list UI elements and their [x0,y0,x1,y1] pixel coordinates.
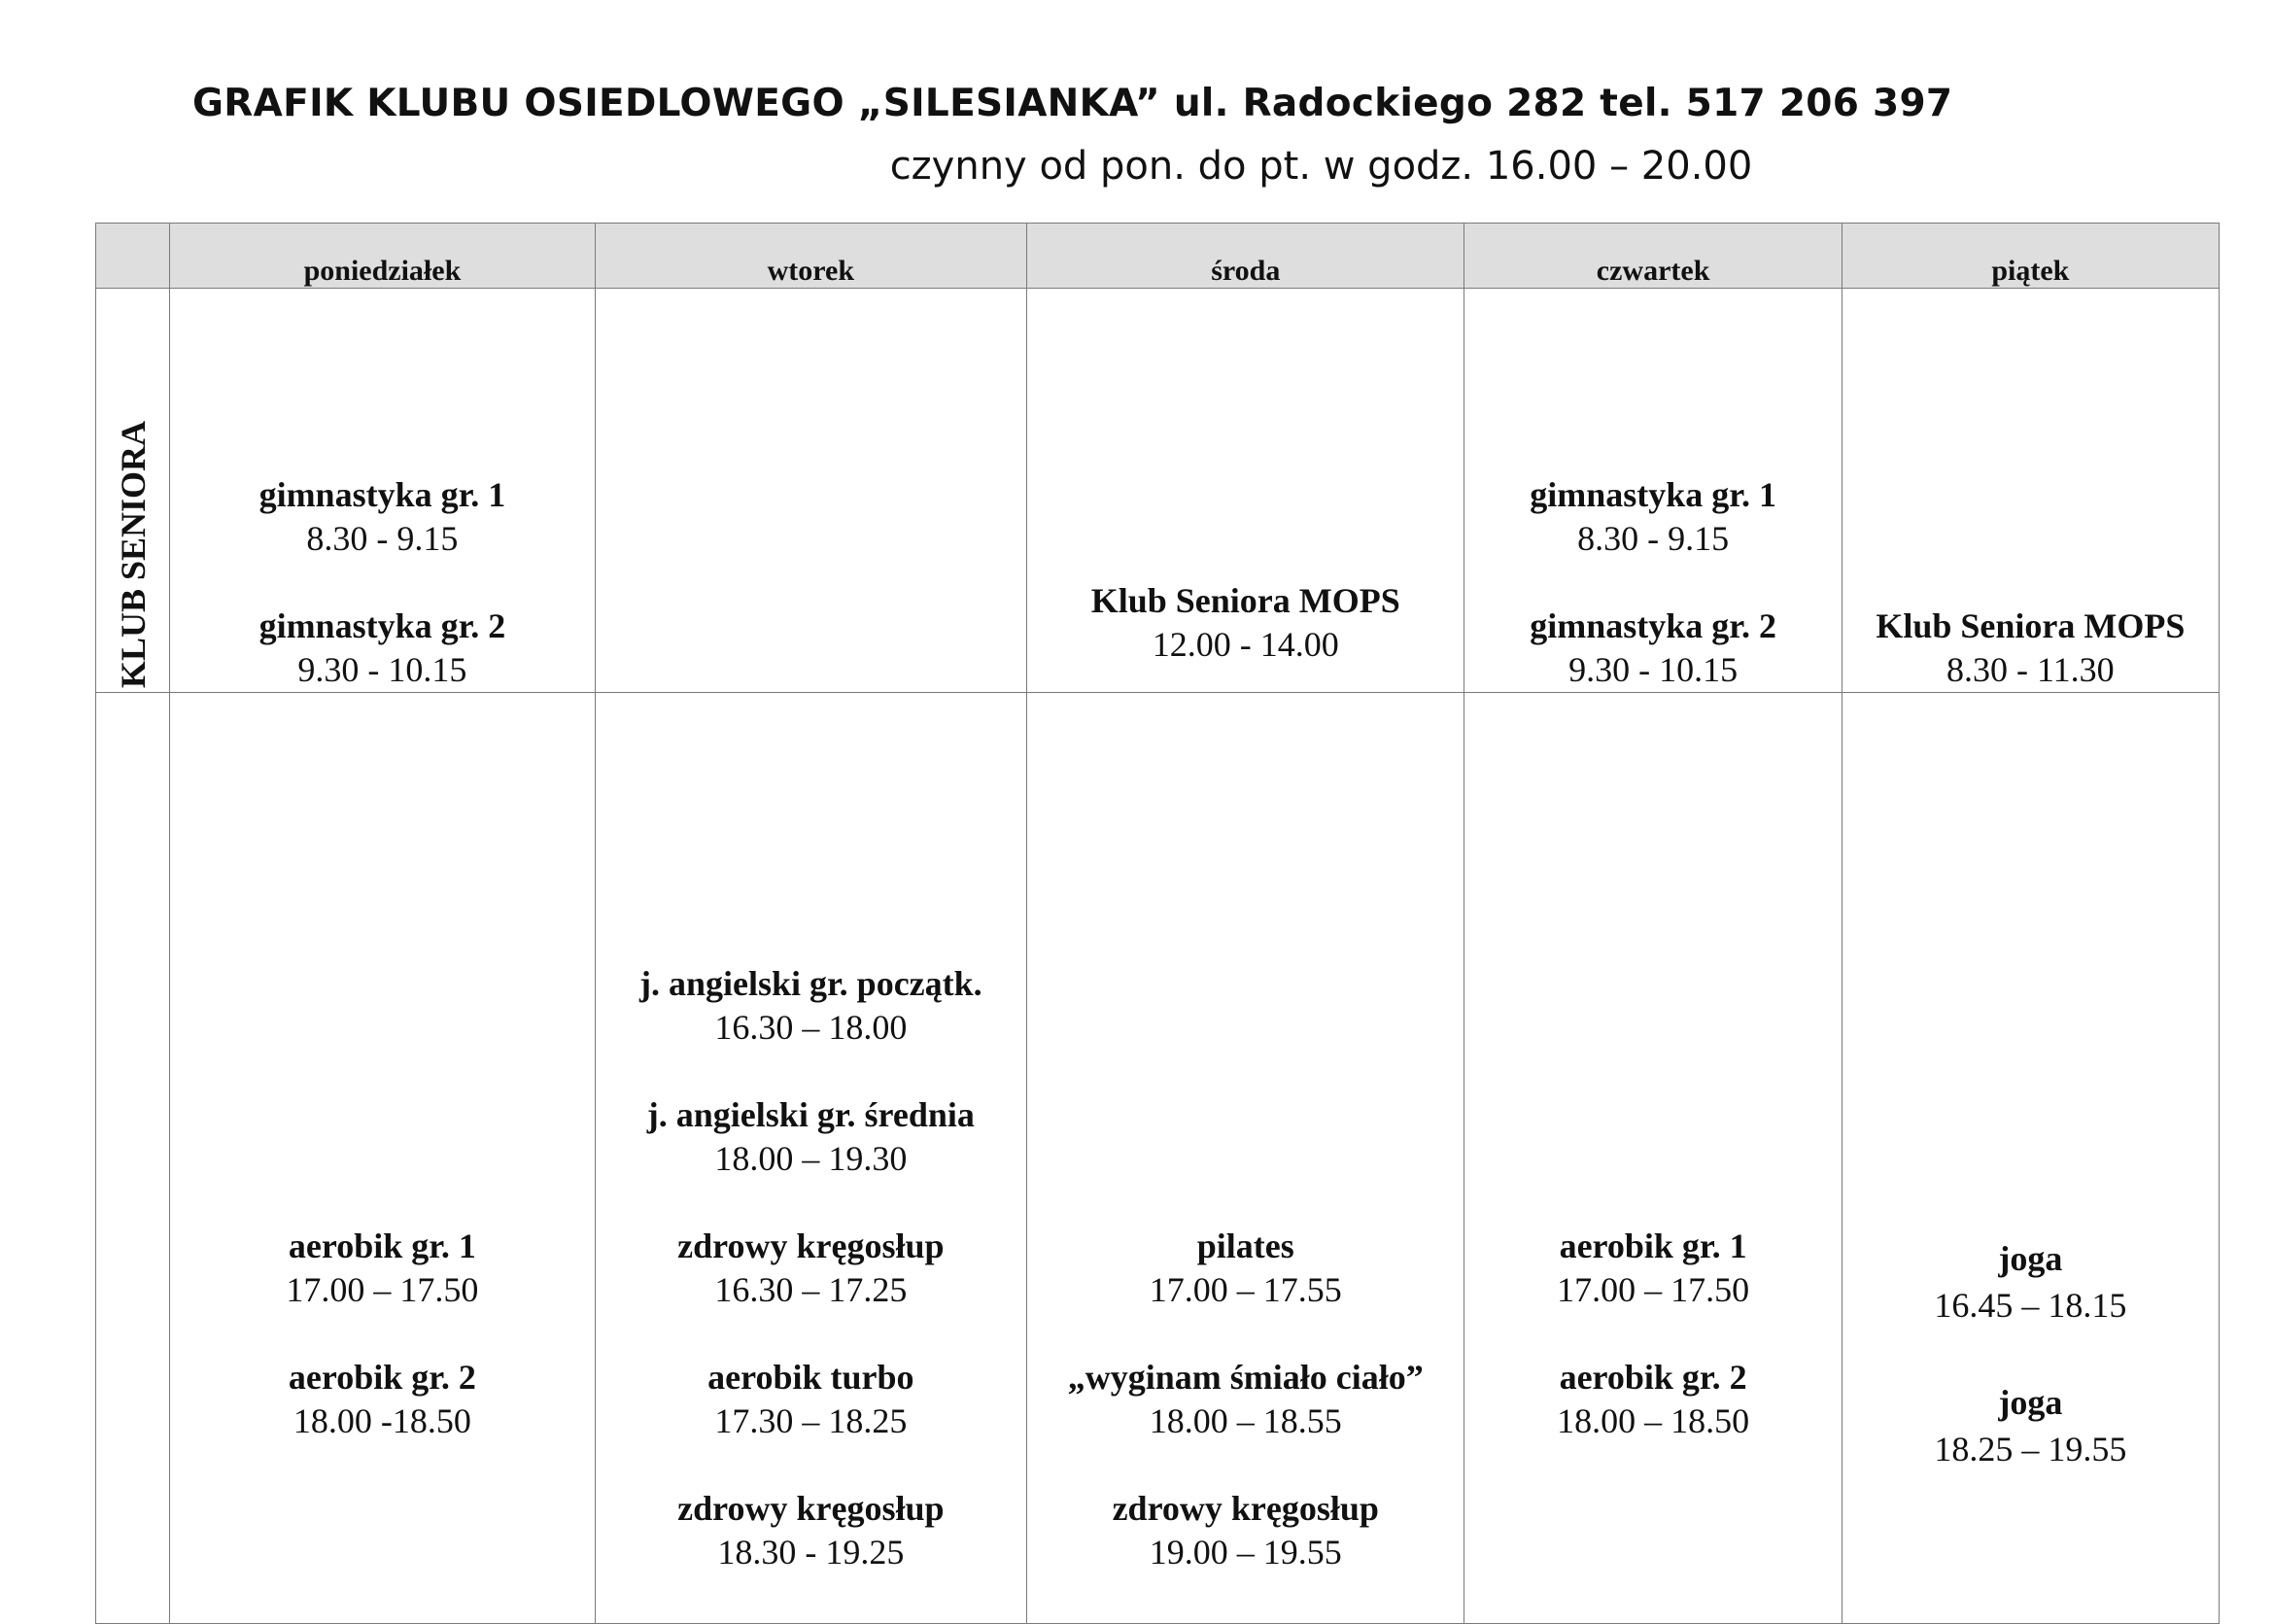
activity-time: 16.30 – 17.25 [714,1270,908,1309]
activity-name: Klub Seniora MOPS [1876,606,2186,645]
activity-time: 18.00 – 18.50 [1557,1401,1750,1440]
cell-r1-tuesday [595,289,1026,693]
cell-r1-wednesday [1027,289,1464,693]
day-header-tuesday: wtorek [595,224,1026,289]
activity-time: 18.25 – 19.55 [1934,1430,2127,1469]
activity-name: gimnastyka gr. 2 [258,606,506,645]
activity-time: 18.00 – 18.55 [1149,1401,1342,1440]
activity-time: 9.30 - 10.15 [297,650,467,689]
activity-entry [170,473,594,561]
activity-entry [1843,1379,2219,1472]
activity-entry [1843,1235,2219,1329]
activity-time: 8.30 - 9.15 [1577,519,1730,558]
activity-entry [1027,1356,1464,1443]
activity-entry [596,1225,1026,1312]
activity-name: j. angielski gr. początk. [638,964,982,1003]
activity-entry [170,1225,594,1312]
activity-time: 17.00 – 17.50 [286,1270,479,1309]
activity-name: aerobik gr. 1 [1559,1227,1747,1265]
row-label-cell-empty [96,693,170,1624]
activity-name: „wyginam śmiało ciało” [1067,1358,1424,1397]
corner-cell [96,224,170,289]
activity-name: Klub Seniora MOPS [1090,581,1400,620]
day-header-friday: piątek [1842,224,2219,289]
cell-r2-tuesday [595,693,1026,1624]
evening-row [96,693,2220,1624]
header-row [96,224,2220,289]
activity-entry [170,605,594,692]
activity-name: zdrowy kręgosłup [677,1227,945,1265]
activity-entry [1027,579,1464,667]
activity-entry [1464,1356,1841,1443]
activity-name: aerobik gr. 1 [288,1227,476,1265]
activity-time: 17.00 – 17.55 [1149,1270,1342,1309]
day-header-thursday: czwartek [1464,224,1842,289]
activity-name: aerobik gr. 2 [1559,1358,1747,1397]
activity-time: 18.30 - 19.25 [717,1533,905,1572]
activity-time: 8.30 - 9.15 [306,519,459,558]
cell-r1-thursday [1464,289,1842,693]
activity-time: 18.00 – 19.30 [714,1139,908,1178]
activity-name: zdrowy kręgosłup [677,1489,945,1528]
cell-r1-friday [1842,289,2219,693]
activity-time: 8.30 - 11.30 [1946,650,2115,689]
activity-entry [596,1093,1026,1181]
cell-r1-monday [170,289,595,693]
page-title: GRAFIK KLUBU OSIEDLOWEGO „SILESIANKA” ul. Radockiego 282 tel. 517 206 397 [192,82,1953,125]
activity-name: aerobik turbo [707,1358,914,1397]
schedule-table [95,223,2220,1624]
activity-name: j. angielski gr. średnia [646,1095,975,1134]
activity-name: pilates [1196,1227,1294,1265]
activity-entry [1843,605,2219,692]
activity-entry [1027,1487,1464,1574]
activity-entry [1464,1225,1841,1312]
cell-r2-wednesday [1027,693,1464,1624]
opening-hours: czynny od pon. do pt. w godz. 16.00 – 20.00 [889,144,1753,189]
activity-entry [170,1356,594,1443]
cell-r2-thursday [1464,693,1842,1624]
row-label-klub-seniora: KLUB SENIORA [113,420,153,688]
activity-name: gimnastyka gr. 1 [1530,475,1776,514]
activity-time: 17.30 – 18.25 [714,1401,908,1440]
activity-time: 17.00 – 17.50 [1557,1270,1750,1309]
day-header-monday: poniedziałek [170,224,595,289]
activity-name: joga [1998,1239,2063,1278]
activity-entry [1464,473,1841,561]
activity-time: 16.45 – 18.15 [1934,1286,2127,1325]
activity-entry [596,962,1026,1050]
row-label-cell [96,289,170,693]
activity-entry [1464,605,1841,692]
activity-time: 9.30 - 10.15 [1568,650,1739,689]
activity-name: joga [1998,1383,2063,1422]
activity-entry [1027,1225,1464,1312]
cell-r2-monday [170,693,595,1624]
activity-time: 19.00 – 19.55 [1149,1533,1342,1572]
activity-name: aerobik gr. 2 [288,1358,476,1397]
activity-name: zdrowy kręgosłup [1112,1489,1379,1528]
cell-r2-friday [1842,693,2219,1624]
activity-time: 16.30 – 18.00 [714,1008,908,1047]
activity-time: 12.00 - 14.00 [1152,625,1339,664]
activity-time: 18.00 -18.50 [293,1401,471,1440]
activity-entry [596,1487,1026,1574]
day-header-wednesday: środa [1027,224,1464,289]
activity-name: gimnastyka gr. 1 [258,475,506,514]
senior-club-row [96,289,2220,693]
activity-entry [596,1356,1026,1443]
activity-name: gimnastyka gr. 2 [1530,606,1776,645]
